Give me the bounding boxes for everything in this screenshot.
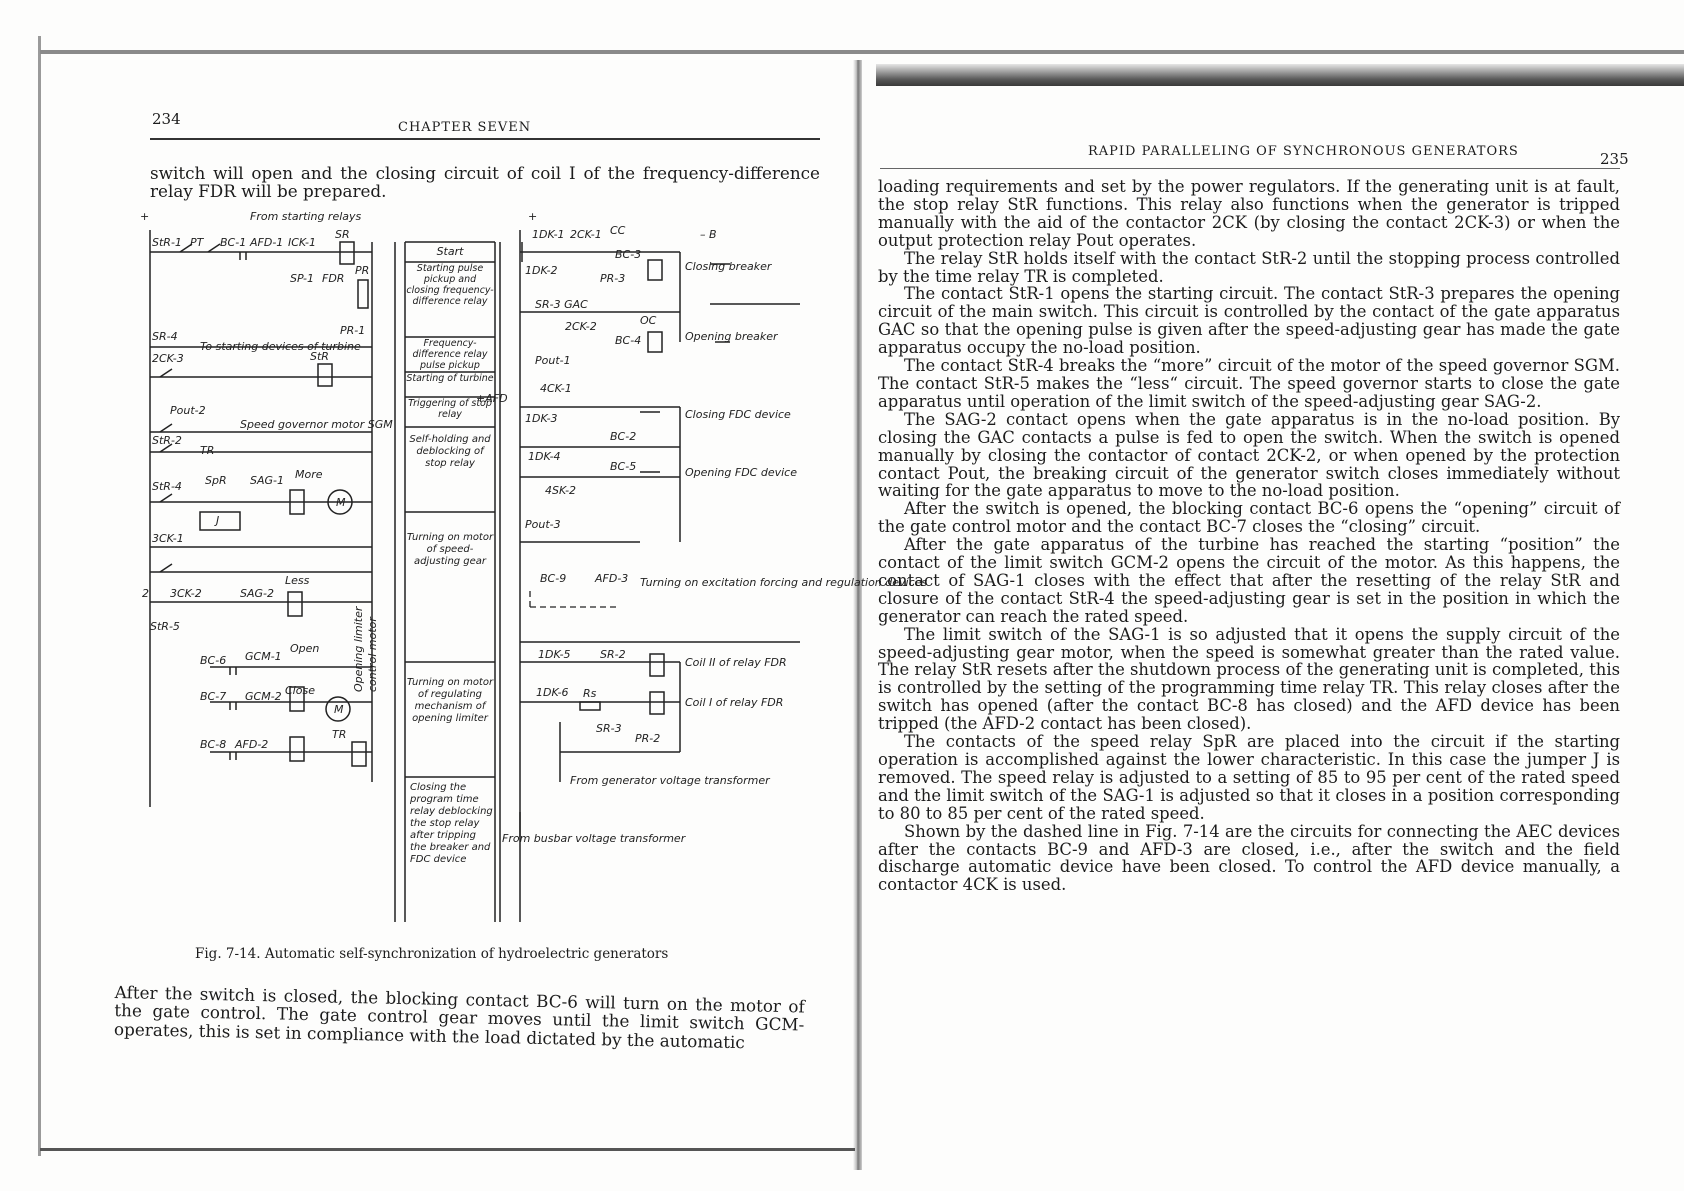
label-bc9: BC-9 xyxy=(540,572,567,585)
label-bc7: BC-7 xyxy=(200,690,227,703)
label-sag1: SAG-1 xyxy=(250,474,284,487)
label-1dk2: 1DK-2 xyxy=(525,264,558,277)
function-box-starting-pulse: Starting pulse pickup and closing frequency-difference relay xyxy=(406,263,494,307)
label-2ck1: 2CK-1 xyxy=(570,228,602,241)
from-starting-relays-label: From starting relays xyxy=(250,210,362,223)
label-close: Close xyxy=(285,684,315,697)
label-bc8: BC-8 xyxy=(200,738,227,751)
label-sr3: SR-3 xyxy=(596,722,622,735)
label-cc: CC xyxy=(610,224,626,237)
label-bc1: BC-1 xyxy=(220,236,247,249)
plus-terminal: + xyxy=(140,210,150,223)
right-page xyxy=(860,0,1684,1191)
label-3ck2: 3CK-2 xyxy=(170,587,202,600)
paragraph-1: loading requirements and set by the power regulators. If the generating unit is at fault, the stop relay StR functions. This relay also functions when the generator is tripped manually with the aid of the contactor 2CK (by closing the contact 2CK-3) or when the output protection relay Pout operates. xyxy=(878,177,1620,250)
label-ick1: ICK-1 xyxy=(288,236,316,249)
function-box-speed-gear: Turning on motor of speed-adjusting gear xyxy=(406,532,494,567)
label-motor-2: M xyxy=(334,703,344,716)
label-pr3: PR-3 xyxy=(600,272,626,285)
label-sag2: SAG-2 xyxy=(240,587,274,600)
label-1dk4: 1DK-4 xyxy=(528,450,561,463)
label-1dk3: 1DK-3 xyxy=(525,412,558,425)
function-box-opening-limiter: Turning on motor of regulating mechanism of opening limiter xyxy=(406,677,494,724)
label-afd-plus: +AFD xyxy=(476,392,508,405)
label-sr4: SR-4 xyxy=(152,330,178,343)
function-box-triggering: Triggering of stop relay xyxy=(408,398,492,420)
label-1dk6: 1DK-6 xyxy=(536,686,569,699)
label-pr2: PR-2 xyxy=(635,732,661,745)
head-rule xyxy=(880,168,1620,169)
label-2ck3: 2CK-3 xyxy=(152,352,184,365)
label-pout1: Pout-1 xyxy=(535,354,571,367)
label-to-starting: To starting devices of turbine xyxy=(200,340,361,353)
label-sp1: SP-1 xyxy=(290,272,314,285)
label-afd1: AFD-1 xyxy=(250,236,284,249)
label-str2: StR-2 xyxy=(152,434,182,447)
label-tr2: TR xyxy=(332,728,347,741)
label-pr: PR xyxy=(355,264,370,277)
label-bc6: BC-6 xyxy=(200,654,227,667)
function-box-starting-turbine: Starting of turbine xyxy=(406,373,494,384)
label-sr3-gac: SR-3 GAC xyxy=(535,298,588,311)
label-turning-excitation: Turning on excitation forcing and regulation devices xyxy=(640,576,928,589)
paragraph-2: The relay StR holds itself with the contact StR-2 until the stopping process controlled by the time relay TR is completed. xyxy=(878,248,1620,286)
label-closing-fdc: Closing FDC device xyxy=(685,408,791,421)
label-pt: PT xyxy=(190,236,204,249)
label-sr: SR xyxy=(335,228,350,241)
label-pout3: Pout-3 xyxy=(525,518,561,531)
paragraph-9: The contacts of the speed relay SpR are placed into the circuit if the starting operation is accomplished against the lower characteristic. In this case the jumper J is removed. The speed relay is adjusted to a setting of 85 to 95 per cent of the rated speed and the limit switch of the SAG-1 is adjusted so that it closes in a position corresponding to 80 to 85 per cent of the rated speed. xyxy=(878,732,1620,823)
label-more: More xyxy=(295,468,323,481)
label-4ck1: 4CK-1 xyxy=(540,382,572,395)
circuit-diagram xyxy=(140,210,928,942)
label-bc5: BC-5 xyxy=(610,460,637,473)
label-afd2: AFD-2 xyxy=(235,738,269,751)
intro-paragraph: switch will open and the closing circuit of coil I of the frequency-difference relay FDR will be prepared. xyxy=(150,163,820,202)
label-4sk2: 4SK-2 xyxy=(545,484,577,497)
label-2ck2: 2CK-2 xyxy=(565,320,597,333)
running-head: CHAPTER SEVEN xyxy=(398,120,532,135)
label-bc3: BC-3 xyxy=(615,248,642,261)
label-jumper: J xyxy=(216,514,220,527)
label-opening-breaker: Opening breaker xyxy=(685,330,778,343)
label-closing-breaker: Closing breaker xyxy=(685,260,772,273)
label-position-2: 2 xyxy=(142,587,149,600)
label-from-busbar: From busbar voltage transformer xyxy=(502,832,686,845)
label-gcm1: GCM-1 xyxy=(245,650,282,663)
plus-terminal-right: + xyxy=(528,210,538,223)
label-3ck1: 3CK-1 xyxy=(152,532,184,545)
label-motor-1: M xyxy=(336,496,346,509)
label-control-motor: control motor xyxy=(366,617,379,692)
label-1dk5: 1DK-5 xyxy=(538,648,571,661)
label-gcm2: GCM-2 xyxy=(245,690,282,703)
right-body-text xyxy=(878,178,1620,894)
paragraph-7: After the gate apparatus of the turbine has reached the starting “position” the contact of the limit switch GCM-2 opens the circuit of the motor. As this happens, the contact of SAG-1 closes with the effect that after the resetting of the relay StR and closure of the contact StR-4 the speed-adjusting gear is set in the position in which the generator can reach the rated speed. xyxy=(878,535,1620,626)
label-opening-fdc: Opening FDC device xyxy=(685,466,797,479)
label-tr: TR xyxy=(200,444,215,457)
label-str: StR xyxy=(310,350,329,363)
label-bc2: BC-2 xyxy=(610,430,637,443)
label-afd3: AFD-3 xyxy=(595,572,629,585)
page-number: 235 xyxy=(1600,150,1629,168)
label-str5: StR-5 xyxy=(150,620,180,633)
paragraph-4: The contact StR-4 breaks the “more” circuit of the motor of the speed governor SGM. The contact StR-5 makes the “less“ circuit. The speed governor starts to close the gate apparatus until operation of the limit switch of the speed-adjusting gear SAG-2. xyxy=(878,356,1620,411)
label-rs: Rs xyxy=(583,687,597,700)
label-bc4: BC-4 xyxy=(615,334,642,347)
label-str4: StR-4 xyxy=(152,480,182,493)
label-from-generator: From generator voltage transformer xyxy=(570,774,770,787)
function-box-fdr-pickup: Frequency-difference relay pulse pickup xyxy=(412,338,488,371)
label-oc: OC xyxy=(640,314,657,327)
paragraph-3: The contact StR-1 opens the starting circuit. The contact StR-3 prepares the opening circuit of the main switch. This circuit is controlled by the contact of the gate apparatus GAC so that the opening pulse is given after the speed-adjusting gear has made the gate apparatus occupy the no-load position. xyxy=(878,284,1620,358)
minus-terminal: – B xyxy=(700,228,717,241)
label-coil2: Coil II of relay FDR xyxy=(685,656,787,669)
label-sr2: SR-2 xyxy=(600,648,626,661)
label-spr: SpR xyxy=(205,474,227,487)
function-box-start: Start xyxy=(436,245,464,258)
label-less: Less xyxy=(285,574,310,587)
function-box-program-time: Closing the program time relay deblocking the stop relay after tripping the breaker and FDC device xyxy=(410,782,493,865)
label-1dk1: 1DK-1 xyxy=(532,228,565,241)
label-coil1: Coil I of relay FDR xyxy=(685,696,784,709)
head-rule xyxy=(150,138,820,140)
label-opening-limiter: Opening limiter xyxy=(352,606,365,692)
label-open: Open xyxy=(290,642,320,655)
page-number: 234 xyxy=(152,110,181,128)
label-str1: StR-1 xyxy=(152,236,182,249)
paragraph-5: The SAG-2 contact opens when the gate apparatus is in the no-load position. By closing the GAC contacts a pulse is fed to open the switch. When the switch is opened manually by closing the contactor of contact 2CK-2, or when opened by the protection contact Pout, the breaking circuit of the generator switch closes immediately without waiting for the gate apparatus to move to the no-load position. xyxy=(878,409,1620,501)
function-box-self-holding: Self-holding and deblocking of stop relay xyxy=(409,434,491,469)
label-pout2: Pout-2 xyxy=(170,404,206,417)
paragraph-6: After the switch is opened, the blocking contact BC-6 opens the “opening” circuit of the gate control motor and the contact BC-7 closes the “closing” circuit. xyxy=(878,499,1620,537)
left-body-paragraph: After the switch is closed, the blocking contact BC-6 will turn on the motor of the gate control. The gate control gear moves until the limit switch GCM-operates, this is set in compliance with the load dictated by the automatic xyxy=(113,982,805,1053)
figure-caption: Fig. 7-14. Automatic self-synchronization of hydroelectric generators xyxy=(195,946,669,962)
paragraph-10: Shown by the dashed line in Fig. 7-14 are the circuits for connecting the AEC devices after the contacts BC-9 and AFD-3 are closed, i.e., after the switch and the field discharge automatic device have been closed. To control the AFD device manually, a contactor 4CK is used. xyxy=(878,821,1620,895)
label-speed-governor: Speed governor motor SGM xyxy=(240,418,393,431)
label-fdr: FDR xyxy=(322,272,345,285)
paragraph-8: The limit switch of the SAG-1 is so adjusted that it opens the supply circuit of the speed-adjusting gear motor, when the speed is somewhat greater than the rated value. The relay StR resets after the shutdown process of the generating unit is completed, this is controlled by the setting of the programming time relay TR. This relay closes after the switch has opened (after the contact BC-8 has closed) and the AFD device has been tripped (the AFD-2 contact has been closed). xyxy=(878,624,1620,734)
running-head: RAPID PARALLELING OF SYNCHRONOUS GENERATORS xyxy=(1088,144,1519,159)
label-pr1: PR-1 xyxy=(340,324,366,337)
